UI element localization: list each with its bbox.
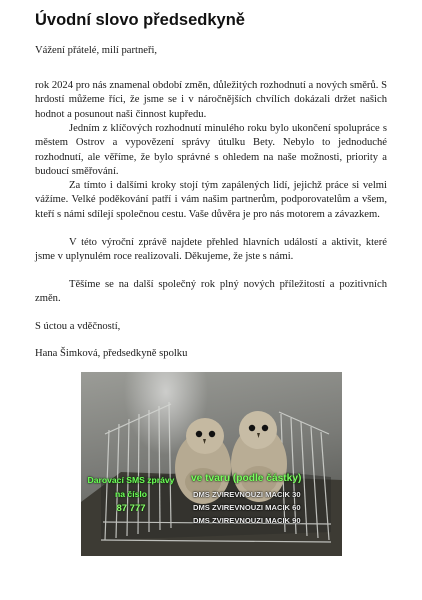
sms-code-30: DMS ZVIREVNOUZI MACIK 30 <box>193 490 301 499</box>
paragraph-team: Za tímto i dalšími kroky stojí tým zapálených lidí, jejichž práce si velmi vážíme. Velké poděkování patří i vám našim partnerům, podporovatelům a všem, kteří s námi sdílejí společnou cestu. Vaše důvěra je pro nás motorem a závazkem. <box>35 180 387 220</box>
sms-code-90: DMS ZVIREVNOUZI MACIK 90 <box>193 516 301 525</box>
regards: S úctou a vděčností, <box>35 321 121 332</box>
sms-format-heading: ve tvaru (podle částky) <box>191 473 302 484</box>
page-title: Úvodní slovo předsedkyně <box>35 11 245 29</box>
donation-sms-label: Darovací SMS zprávy <box>87 475 175 485</box>
donation-number-label: na číslo <box>115 489 147 499</box>
paragraph-intro: rok 2024 pro nás znamenal období změn, důležitých rozhodnutí a nových směrů. S hrdostí můžeme říci, že jsme se i v náročnějších chvílích dokázali držet našich hodnot a posunout naši činnost kupředu. <box>35 80 387 120</box>
sms-code-60: DMS ZVIREVNOUZI MACIK 60 <box>193 503 301 512</box>
closing-wish: Těšíme se na další společný rok plný nových příležitostí a pozitivních změn. <box>35 279 387 305</box>
falcon-chicks-photo <box>81 372 342 556</box>
signature: Hana Šimková, předsedkyně spolku <box>35 348 188 359</box>
donation-number: 87 777 <box>116 503 146 514</box>
cage-illustration <box>81 372 342 556</box>
paragraph-report: V této výroční zprávě najdete přehled hlavních událostí a aktivit, které jsme v uplynulém roce realizovali. Děkujeme, že jste s námi. <box>35 237 387 263</box>
greeting: Vážení přátelé, milí partneři, <box>35 45 158 56</box>
paragraph-decision: Jedním z klíčových rozhodnutí minulého roku bylo ukončení spolupráce s městem Ostrov a vypovězení správy útulku Bety. Nebylo to jednoduché rozhodnutí, ale věříme, že bylo správné s ohledem na naše možnosti, priority a budoucí směřování. <box>35 123 387 177</box>
